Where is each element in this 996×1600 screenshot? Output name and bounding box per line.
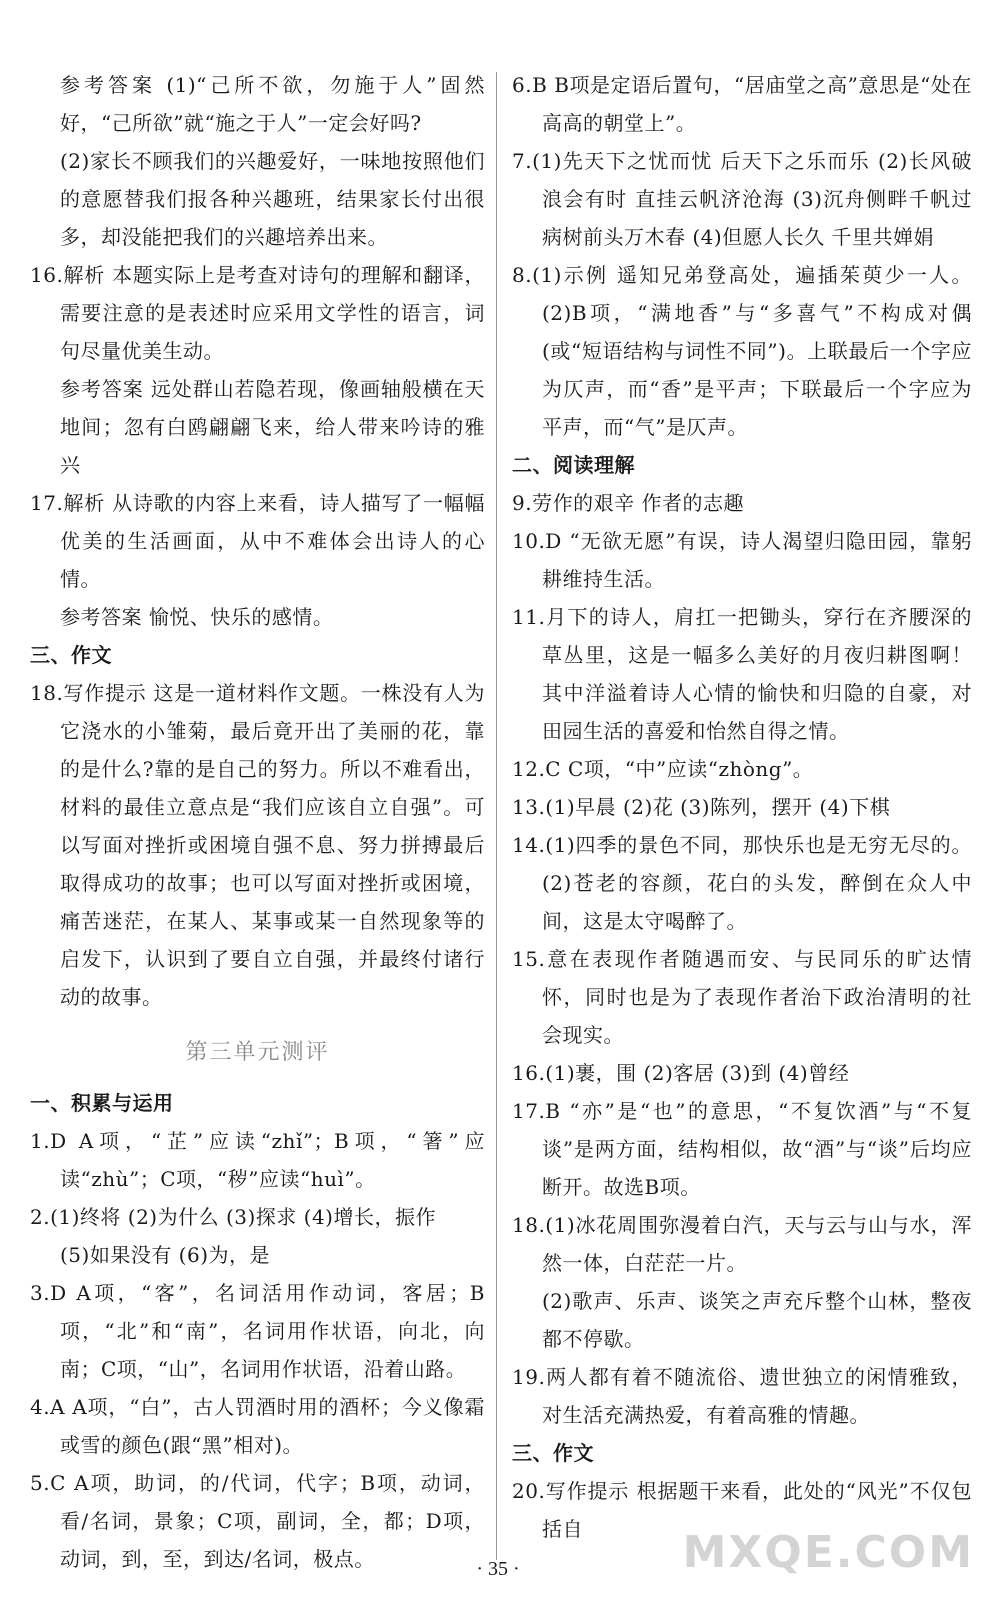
answer-paragraph: 参考答案 愉悦、快乐的感情。 [60, 605, 334, 629]
answer-paragraph: 6.B B项是定语后置句，“居庙堂之高”意思是“处在高高的朝堂上”。 [512, 73, 972, 135]
answer-paragraph: 18.(1)冰花周围弥漫着白汽，天与云与山与水，浑然一体，白茫茫一片。 [512, 1213, 972, 1275]
answer-paragraph: 14.(1)四季的景色不同，那快乐也是无穷无尽的。(2)苍老的容颜，花白的头发，醉倒在众人中间，这是太守喝醉了。 [512, 833, 972, 933]
column-divider [496, 72, 497, 1560]
watermark-logo: MXQE.COM [682, 1527, 974, 1578]
answer-paragraph: 16.解析 本题实际上是考查对诗句的理解和翻译，需要注意的是表述时应采用文学性的语言，词句尽量优美生动。 [30, 263, 485, 363]
answer-paragraph: 4.A A项，“白”，古人罚酒时用的酒杯；今义像霜或雪的颜色(跟“黑”相对)。 [30, 1395, 485, 1457]
section-heading: 二、阅读理解 [512, 453, 635, 477]
section-heading: 三、作文 [512, 1441, 594, 1465]
answer-paragraph: 19.两人都有着不随流俗、遗世独立的闲情雅致，对生活充满热爱，有着高雅的情趣。 [512, 1365, 972, 1427]
unit-title: 第三单元测评 [185, 1040, 330, 1065]
answer-paragraph: 18.写作提示 这是一道材料作文题。一株没有人为它浇水的小雏菊，最后竟开出了美丽的花，靠的是什么?靠的是自己的努力。所以不难看出，材料的最佳立意点是“我们应该自立自强”。可以写面对挫折或困境自强不息、努力拼搏最后取得成功的故事；也可以写面对挫折或困境，痛苦迷茫，在某人、某事或某一自然现象等的启发下，认识到了要自立自强，并最终付诸行动的故事。 [30, 681, 485, 1009]
answer-paragraph: 2.(1)终将 (2)为什么 (3)探求 (4)增长，振作 [30, 1205, 436, 1229]
answer-paragraph: 10.D “无欲无愿”有误，诗人渴望归隐田园，靠躬耕维持生活。 [512, 529, 972, 591]
answer-paragraph: 17.B “亦”是“也”的意思，“不复饮酒”与“不复谈”是两方面，结构相似，故“酒”与“谈”后均应断开。故选B项。 [512, 1099, 972, 1199]
answer-paragraph: 8.(1)示例 遥知兄弟登高处，遍插茱萸少一人。(2)B项，“满地香”与“多喜气”不构成对偶(或“短语结构与词性不同”)。上联最后一个字应为仄声，而“香”是平声；下联最后一个字应为平声，而“气”是仄声。 [512, 263, 972, 439]
answer-paragraph: (2)歌声、乐声、谈笑之声充斥整个山林，整夜都不停歇。 [542, 1289, 972, 1351]
answer-paragraph: 3.D A项，“客”，名词活用作动词，客居；B项，“北”和“南”，名词用作状语，向北，向南；C项，“山”，名词用作状语，沿着山路。 [30, 1281, 485, 1381]
answer-paragraph: (2)家长不顾我们的兴趣爱好，一味地按照他们的意愿替我们报各种兴趣班，结果家长付出很多，却没能把我们的兴趣培养出来。 [60, 149, 485, 249]
section-heading: 一、积累与运用 [30, 1091, 174, 1115]
answer-paragraph: 参考答案 远处群山若隐若现，像画轴般横在天地间；忽有白鸥翩翩飞来，给人带来吟诗的雅兴 [60, 377, 485, 477]
answer-paragraph: 5.C A项，助词，的/代词，代字；B项，动词，看/名词，景象；C项，副词，全，都；D项，动词，到，至，到达/名词，极点。 [30, 1471, 485, 1571]
page-number: · 35 · [476, 1558, 520, 1580]
answer-paragraph: 11.月下的诗人，肩扛一把锄头，穿行在齐腰深的草丛里，这是一幅多么美好的月夜归耕图啊！其中洋溢着诗人心情的愉快和归隐的自豪，对田园生活的喜爱和怡然自得之情。 [512, 605, 972, 743]
answer-paragraph: 7.(1)先天下之忧而忧 后天下之乐而乐 (2)长风破浪会有时 直挂云帆济沧海 (3)沉舟侧畔千帆过 病树前头万木春 (4)但愿人长久 千里共婵娟 [512, 149, 972, 249]
right-column [512, 66, 972, 1548]
answer-paragraph: 20.写作提示 根据题干来看，此处的“风光”不仅包括自 [512, 1479, 972, 1541]
answer-paragraph: 12.C C项，“中”应读“zhòng”。 [512, 757, 814, 781]
answer-paragraph: 15.意在表现作者随遇而安、与民同乐的旷达情怀，同时也是为了表现作者治下政治清明的社会现实。 [512, 947, 972, 1047]
answer-paragraph: 9.劳作的艰辛 作者的志趣 [512, 491, 744, 515]
answer-paragraph: 参考答案 (1)“己所不欲，勿施于人”固然好，“己所欲”就“施之于人”一定会好吗? [60, 73, 485, 135]
answer-paragraph: 1.D A项，“芷”应读“zhǐ”；B项，“箸”应读“zhù”；C项，“秽”应读“huì”。 [30, 1129, 485, 1191]
left-column [30, 66, 485, 1578]
section-heading: 三、作文 [30, 643, 112, 667]
answer-paragraph: 13.(1)早晨 (2)花 (3)陈列，摆开 (4)下棋 [512, 795, 891, 819]
answer-paragraph: (5)如果没有 (6)为，是 [60, 1243, 271, 1267]
answer-paragraph: 17.解析 从诗歌的内容上来看，诗人描写了一幅幅优美的生活画面，从中不难体会出诗人的心情。 [30, 491, 485, 591]
answer-paragraph: 16.(1)裹，围 (2)客居 (3)到 (4)曾经 [512, 1061, 850, 1085]
